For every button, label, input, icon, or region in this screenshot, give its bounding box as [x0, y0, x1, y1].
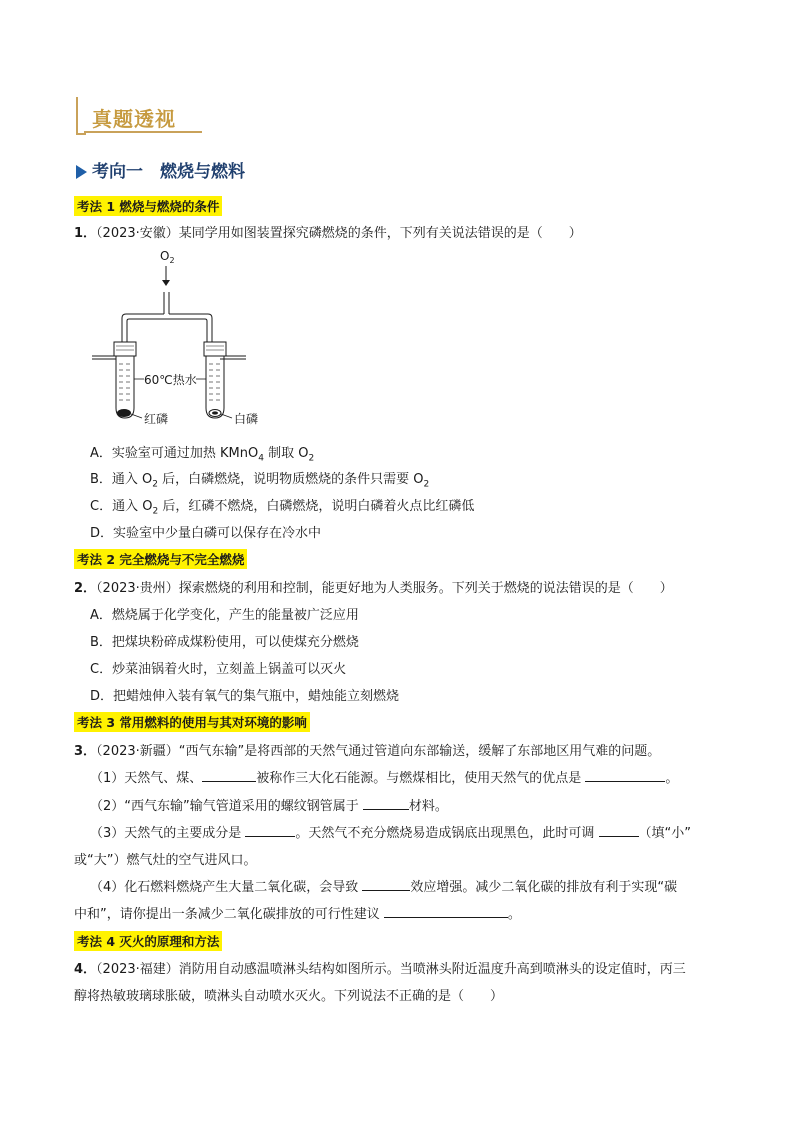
- red-phosphorus-label: 红磷: [144, 412, 169, 426]
- right-stopper: [204, 342, 226, 356]
- q3-part-4: （4）化石燃料燃烧产生大量二氧化碳，会导致 效应增强。减少二氧化碳的排放有利于实现“碳: [90, 880, 678, 895]
- question-4-stem: [74, 958, 686, 977]
- question-text: （2023·贵州）探索燃烧的利用和控制，能更好地为人类服务。下列关于燃烧的说法错误的是（ ）: [96, 581, 673, 596]
- white-phosphorus-label: 白磷: [234, 412, 259, 426]
- question-text: （2023·安徽）某同学用如图装置探究磷燃烧的条件，下列有关说法错误的是（ ）: [96, 226, 582, 241]
- answer-blank[interactable]: [245, 824, 295, 837]
- left-test-tube: [116, 356, 134, 418]
- play-triangle-icon: [76, 165, 87, 179]
- phosphorus-apparatus-diagram: [88, 246, 288, 436]
- question-text: （2023·福建）消防用自动感温喷淋头结构如图所示。当喷淋头附近温度升高到喷淋头的设定值时，丙三: [96, 962, 686, 977]
- hot-water-label: 60℃热水: [144, 373, 197, 387]
- question-1-stem: [74, 222, 582, 241]
- q2-option-c: C．炒菜油锅着火时，立刻盖上锅盖可以灭火: [90, 662, 347, 677]
- q2-option-d: D．把蜡烛伸入装有氧气的集气瓶中，蜡烛能立刻燃烧: [90, 689, 400, 704]
- question-number: 1．: [74, 226, 97, 241]
- question-4-stem-cont: 醇将热敏玻璃球胀破，喷淋头自动喷水灭火。下列说法不正确的是（ ）: [74, 989, 504, 1004]
- question-3-stem: [74, 740, 660, 759]
- method-tag-1: 考法 1 燃烧与燃烧的条件: [74, 196, 222, 216]
- method-tag-3: 考法 3 常用燃料的使用与其对环境的影响: [74, 712, 310, 732]
- q3-part-3: （3）天然气的主要成分是 。天然气不充分燃烧易造成锅底出现黑色，此时可调 （填“小”: [90, 826, 692, 841]
- answer-blank[interactable]: [384, 905, 508, 918]
- banner-title: 真题透视: [92, 107, 176, 131]
- question-text: （2023·新疆）“西气东输”是将西部的天然气通过管道向东部输送，缓解了东部地区用气难的问题。: [96, 744, 661, 759]
- o2-label: $O_2$: [160, 249, 175, 265]
- q3-part-1: （1）天然气、煤、 被称作三大化石能源。与燃煤相比，使用天然气的优点是 。: [90, 771, 679, 786]
- q2-option-b: B．把煤块粉碎成煤粉使用，可以使煤充分燃烧: [90, 635, 359, 650]
- q1-option-a: A．实验室可通过加热 KMnO$_4$ 制取 $O_2$: [90, 446, 315, 464]
- q3-part-2: （2）“西气东输”输气管道采用的螺纹钢管属于 材料。: [90, 799, 448, 814]
- method-tag-2: 考法 2 完全燃烧与不完全燃烧: [74, 549, 247, 569]
- q1-option-d: D．实验室中少量白磷可以保存在冷水中: [90, 526, 322, 541]
- q1-option-c: C．通入 $O_2$ 后，红磷不燃烧，白磷燃烧，说明白磷着火点比红磷低: [90, 499, 475, 517]
- answer-blank[interactable]: [585, 769, 665, 782]
- right-water: [209, 364, 220, 400]
- section-banner: [76, 97, 208, 137]
- q3-part-3-cont: 或“大”）燃气灶的空气进风口。: [74, 853, 257, 868]
- question-number: 2．: [74, 581, 97, 596]
- banner-bracket: [76, 97, 86, 135]
- direction-heading: [76, 157, 245, 182]
- question-number: 4．: [74, 962, 97, 977]
- question-2-stem: [74, 577, 673, 596]
- answer-blank[interactable]: [362, 878, 410, 891]
- answer-blank[interactable]: [363, 797, 409, 810]
- red-phosphorus-sample: [117, 409, 131, 417]
- arrow-head-icon: [162, 280, 170, 286]
- left-water: [119, 364, 130, 400]
- q3-part-4-cont: 中和”，请你提出一条减少二氧化碳排放的可行性建议 。: [74, 907, 521, 922]
- q2-option-a: A．燃烧属于化学变化，产生的能量被广泛应用: [90, 608, 359, 623]
- question-number: 3．: [74, 744, 97, 759]
- right-test-tube: [206, 356, 224, 418]
- q1-option-b: B．通入 $O_2$ 后，白磷燃烧，说明物质燃烧的条件只需要 $O_2$: [90, 472, 430, 490]
- left-stopper: [114, 342, 136, 356]
- answer-blank[interactable]: [599, 824, 639, 837]
- method-tag-4: 考法 4 灭火的原理和方法: [74, 931, 222, 951]
- direction-title: 考向一 燃烧与燃料: [92, 162, 245, 182]
- answer-blank[interactable]: [202, 769, 256, 782]
